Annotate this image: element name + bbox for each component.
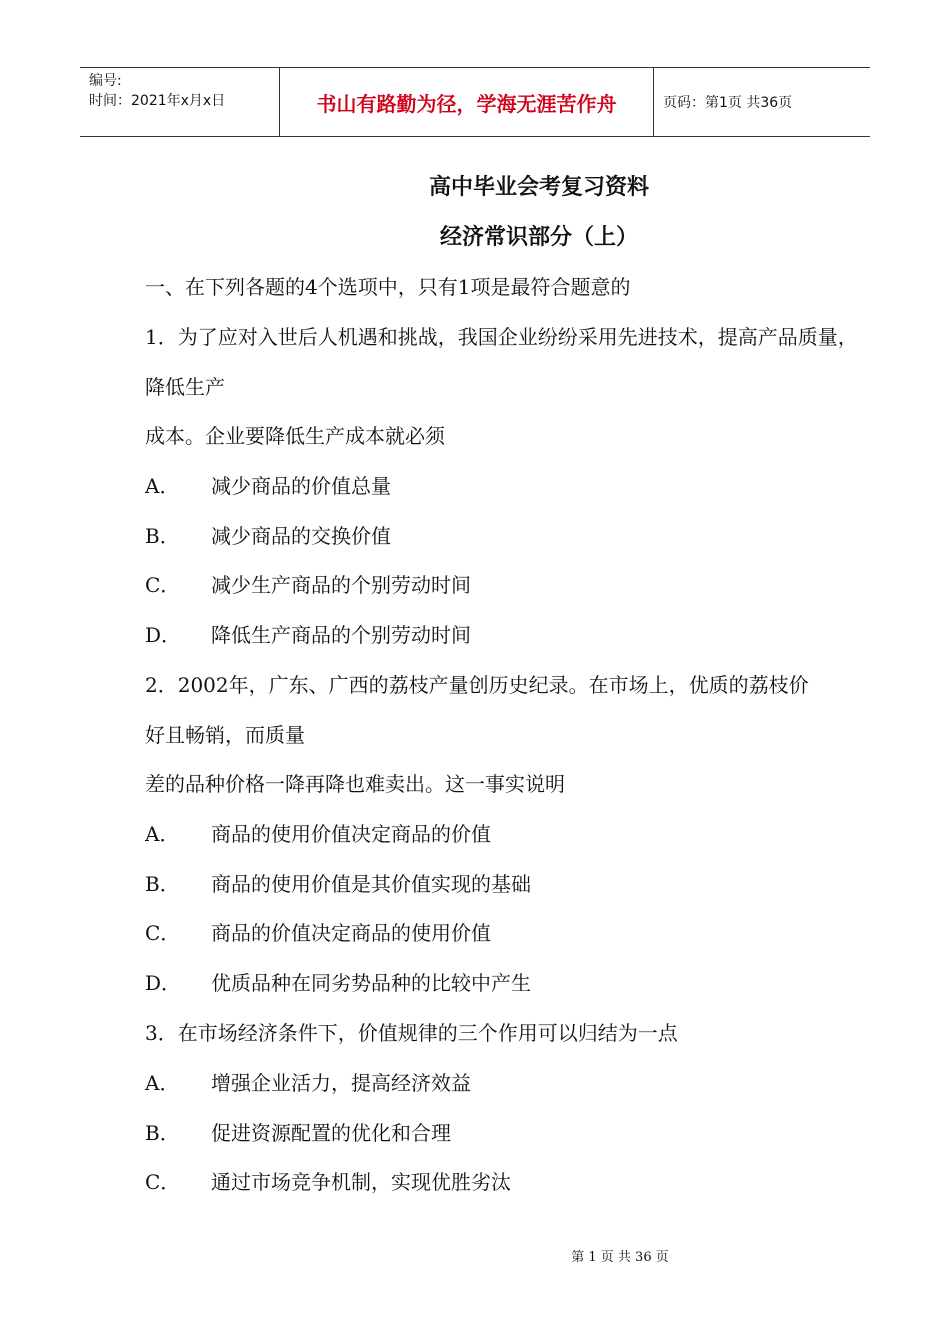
header-page-info: 页码：第1页 共36页 [663,95,793,111]
question-stem: 1．为了应对入世后人机遇和挑战，我国企业纷纷采用先进技术，提高产品质量， [145,325,858,349]
option-letter: A． [145,1071,180,1095]
option-item [145,1067,471,1096]
date-label: 时间：2021年x月x日 [89,93,226,109]
question-stem: 差的品种价格一降再降也难卖出。这一事实说明 [145,772,565,796]
option-letter: A． [145,474,180,498]
option-letter: A． [145,822,180,846]
question-stem: 成本。企业要降低生产成本就必须 [145,424,445,448]
option-item [145,569,471,598]
question-stem: 2．2002年，广东、广西的荔枝产量创历史纪录。在市场上，优质的荔枝价 [145,673,809,697]
option-item [145,917,491,946]
option-item [145,619,471,648]
option-letter: D． [145,971,182,995]
document-subtitle: 经济常识部分（上） [439,225,638,250]
option-text: 促进资源配置的优化和合理 [211,1121,451,1145]
option-letter: D． [145,623,182,647]
option-text: 通过市场竞争机制，实现优胜劣汰 [211,1170,511,1194]
question-stem: 降低生产 [145,375,225,399]
option-item [145,868,531,897]
option-letter: C． [145,1170,181,1194]
option-text: 增强企业活力，提高经济效益 [211,1071,471,1095]
option-text: 减少生产商品的个别劳动时间 [211,573,471,597]
option-text: 商品的使用价值是其价值实现的基础 [211,872,531,896]
question-stem: 好且畅销，而质量 [145,723,305,747]
option-item [145,967,531,996]
section-heading: 一、在下列各题的4个选项中，只有1项是最符合题意的 [145,275,631,299]
option-item [145,1117,451,1146]
page-footer: 第 1 页 共 36 页 [571,1250,669,1265]
document-title: 高中毕业会考复习资料 [428,175,649,200]
option-letter: C． [145,921,181,945]
page-header [80,67,870,137]
option-item [145,520,391,549]
header-motto: 书山有路勤为径，学海无涯苦作舟 [280,68,654,136]
option-item [145,470,391,499]
header-meta [80,68,280,136]
option-text: 减少商品的交换价值 [211,524,391,548]
option-letter: B． [145,1121,180,1145]
option-text: 减少商品的价值总量 [211,474,391,498]
option-text: 降低生产商品的个别劳动时间 [211,623,471,647]
option-item [145,1166,511,1195]
option-text: 优质品种在同劣势品种的比较中产生 [211,971,531,995]
option-letter: C． [145,573,181,597]
serial-label: 编号: [89,73,122,89]
option-text: 商品的价值决定商品的使用价值 [211,921,491,945]
option-text: 商品的使用价值决定商品的价值 [211,822,491,846]
option-letter: B． [145,524,180,548]
question-stem: 3．在市场经济条件下，价值规律的三个作用可以归结为一点 [145,1021,678,1045]
option-letter: B． [145,872,180,896]
option-item [145,818,491,847]
